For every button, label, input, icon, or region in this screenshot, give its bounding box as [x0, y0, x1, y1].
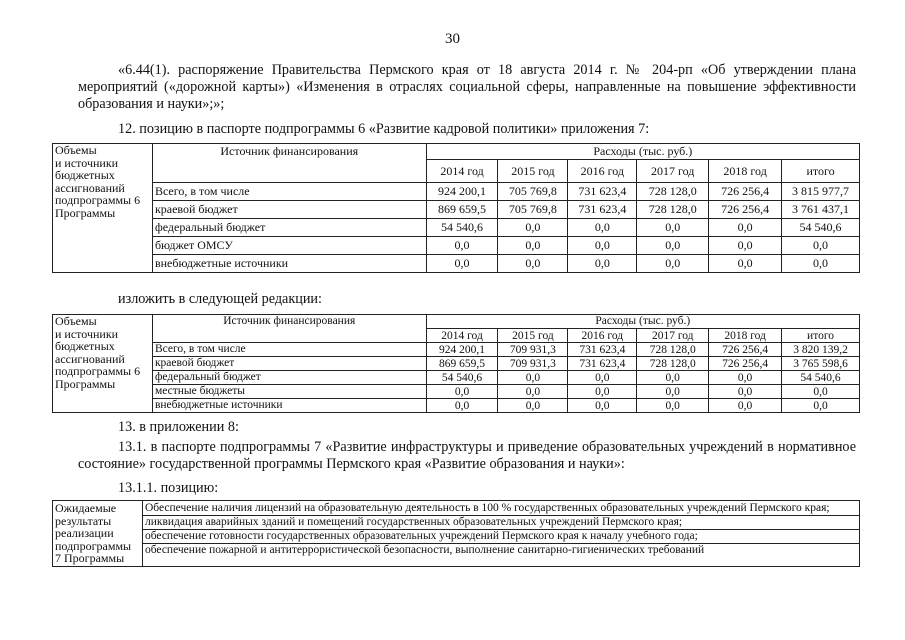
table-row	[53, 357, 860, 371]
cell-value: 726 256,4	[709, 183, 782, 201]
cell-value: 0,0	[637, 237, 709, 255]
year-header: 2014 год	[426, 329, 498, 343]
cell-value: 731 623,4	[568, 183, 637, 201]
cell-value: 0,0	[568, 371, 637, 385]
cell-value: 0,0	[568, 237, 637, 255]
cell-value: 54 540,6	[782, 371, 860, 385]
list-item: обеспечение пожарной и антитеррористической безопасности, выполнение санитарно-гигиенических требований	[144, 544, 705, 556]
funding-table-revised	[52, 314, 860, 413]
row-label: Всего, в том числе	[152, 343, 426, 357]
paragraph-order-reference: «6.44(1). распоряжение Правительства Пермского края от 18 августа 2014 г. № 204-рп «Об утверждении плана мероприятий («дорожной карты») «Изменения в отраслях социальной сферы, направленные на повышение эффективности образования и науки»;»;	[78, 62, 856, 112]
cell-value: 0,0	[498, 399, 568, 413]
cell-value: 731 623,4	[568, 201, 637, 219]
expenses-header: Расходы (тыс. руб.)	[426, 144, 859, 160]
table-row	[53, 183, 860, 201]
list-item: обеспечение готовности государственных образовательных учреждений Пермского края к началу учебного года;	[143, 530, 859, 544]
year-header: 2014 год	[426, 160, 498, 183]
table-row	[53, 385, 860, 399]
year-header: 2015 год	[498, 160, 568, 183]
cell-value: 728 128,0	[637, 343, 709, 357]
row-label: внебюджетные источники	[152, 399, 426, 413]
cell-value: 0,0	[498, 255, 568, 273]
cell-value: 728 128,0	[637, 201, 709, 219]
cell-value: 54 540,6	[426, 219, 498, 237]
table-row	[53, 237, 860, 255]
cell-value: 0,0	[782, 385, 860, 399]
year-header: 2018 год	[709, 329, 782, 343]
cell-value: 709 931,3	[498, 343, 568, 357]
year-header: 2015 год	[498, 329, 568, 343]
cell-value: 728 128,0	[637, 357, 709, 371]
cell-value: 3 815 977,7	[782, 183, 860, 201]
cell-value: 0,0	[637, 385, 709, 399]
table-row	[53, 255, 860, 273]
cell-value: 0,0	[568, 255, 637, 273]
table-row	[53, 371, 860, 385]
cell-value: 869 659,5	[426, 357, 498, 371]
cell-value: 54 540,6	[426, 371, 498, 385]
paragraph-item-13-1: 13.1. в паспорте подпрограммы 7 «Развитие инфраструктуры и приведение образовательных учреждений в нормативное состояние» государственной программы Пермского края «Развитие образования и науки»:	[78, 439, 856, 472]
cell-value: 924 200,1	[426, 183, 498, 201]
cell-value: 3 761 437,1	[782, 201, 860, 219]
cell-value: 0,0	[568, 385, 637, 399]
total-header: итого	[782, 329, 860, 343]
cell-value: 869 659,5	[426, 201, 498, 219]
table-row	[53, 399, 860, 413]
cell-value: 0,0	[637, 219, 709, 237]
year-header: 2018 год	[709, 160, 782, 183]
cell-value: 0,0	[709, 219, 782, 237]
expected-results-table	[52, 500, 860, 567]
cell-value: 709 931,3	[498, 357, 568, 371]
cell-value: 0,0	[782, 399, 860, 413]
side-label: Объемы и источники бюджетных ассигнований подпрограммы 6 Программы	[53, 144, 153, 273]
cell-value: 0,0	[709, 237, 782, 255]
cell-value: 0,0	[426, 385, 498, 399]
cell-value: 3 820 139,2	[782, 343, 860, 357]
cell-value: 0,0	[709, 371, 782, 385]
cell-value: 0,0	[637, 399, 709, 413]
cell-value: 705 769,8	[498, 201, 568, 219]
cell-value: 0,0	[568, 399, 637, 413]
table-row	[53, 219, 860, 237]
side-label: Объемы и источники бюджетных ассигнований подпрограммы 6 Программы	[53, 315, 153, 413]
row-label: бюджет ОМСУ	[152, 237, 426, 255]
cell-value: 731 623,4	[568, 357, 637, 371]
results-list	[142, 501, 859, 567]
cell-value: 3 765 598,6	[782, 357, 860, 371]
source-header: Источник финансирования	[152, 315, 426, 343]
cell-value: 0,0	[498, 385, 568, 399]
cell-value: 0,0	[426, 255, 498, 273]
cell-value: 0,0	[568, 219, 637, 237]
cell-value: 0,0	[709, 385, 782, 399]
year-header: 2016 год	[568, 329, 637, 343]
funding-table-original	[52, 143, 860, 273]
row-label: краевой бюджет	[152, 357, 426, 371]
cell-value: 0,0	[426, 399, 498, 413]
expenses-header: Расходы (тыс. руб.)	[426, 315, 859, 329]
cell-value: 924 200,1	[426, 343, 498, 357]
cell-value: 0,0	[637, 255, 709, 273]
row-label: федеральный бюджет	[152, 371, 426, 385]
table-row	[53, 201, 860, 219]
cell-value: 0,0	[709, 399, 782, 413]
row-label: внебюджетные источники	[152, 255, 426, 273]
cell-value: 0,0	[498, 219, 568, 237]
total-header: итого	[782, 160, 860, 183]
list-item: ликвидация аварийных зданий и помещений государственных образовательных учреждений Пермского края;	[143, 516, 859, 530]
cell-value: 0,0	[426, 237, 498, 255]
year-header: 2016 год	[568, 160, 637, 183]
year-header: 2017 год	[637, 160, 709, 183]
cell-value: 726 256,4	[709, 343, 782, 357]
cell-value: 726 256,4	[709, 201, 782, 219]
cell-value: 728 128,0	[637, 183, 709, 201]
cell-value: 54 540,6	[782, 219, 860, 237]
side-label: Ожидаемые результаты реализации подпрограммы 7 Программы	[53, 501, 143, 567]
paragraph-new-edition: изложить в следующей редакции:	[118, 291, 322, 307]
source-header: Источник финансирования	[152, 144, 426, 183]
cell-value: 0,0	[782, 255, 860, 273]
cell-value: 0,0	[709, 255, 782, 273]
cell-value: 731 623,4	[568, 343, 637, 357]
row-label: федеральный бюджет	[152, 219, 426, 237]
row-label: Всего, в том числе	[152, 183, 426, 201]
row-label: краевой бюджет	[152, 201, 426, 219]
cell-value: 726 256,4	[709, 357, 782, 371]
paragraph-item-13: 13. в приложении 8:	[118, 419, 239, 435]
paragraph-item-12: 12. позицию в паспорте подпрограммы 6 «Развитие кадровой политики» приложения 7:	[118, 121, 650, 137]
cell-value: 0,0	[782, 237, 860, 255]
page-number: 30	[445, 31, 460, 47]
list-item: Обеспечение наличия лицензий на образовательную деятельность в 100 % государственных образовательных учреждений Пермского края;	[143, 502, 859, 516]
cell-value: 705 769,8	[498, 183, 568, 201]
row-label: местные бюджеты	[152, 385, 426, 399]
cell-value: 0,0	[498, 371, 568, 385]
paragraph-item-13-1-1: 13.1.1. позицию:	[118, 480, 219, 496]
cell-value: 0,0	[637, 371, 709, 385]
cell-value: 0,0	[498, 237, 568, 255]
year-header: 2017 год	[637, 329, 709, 343]
table-row	[53, 343, 860, 357]
